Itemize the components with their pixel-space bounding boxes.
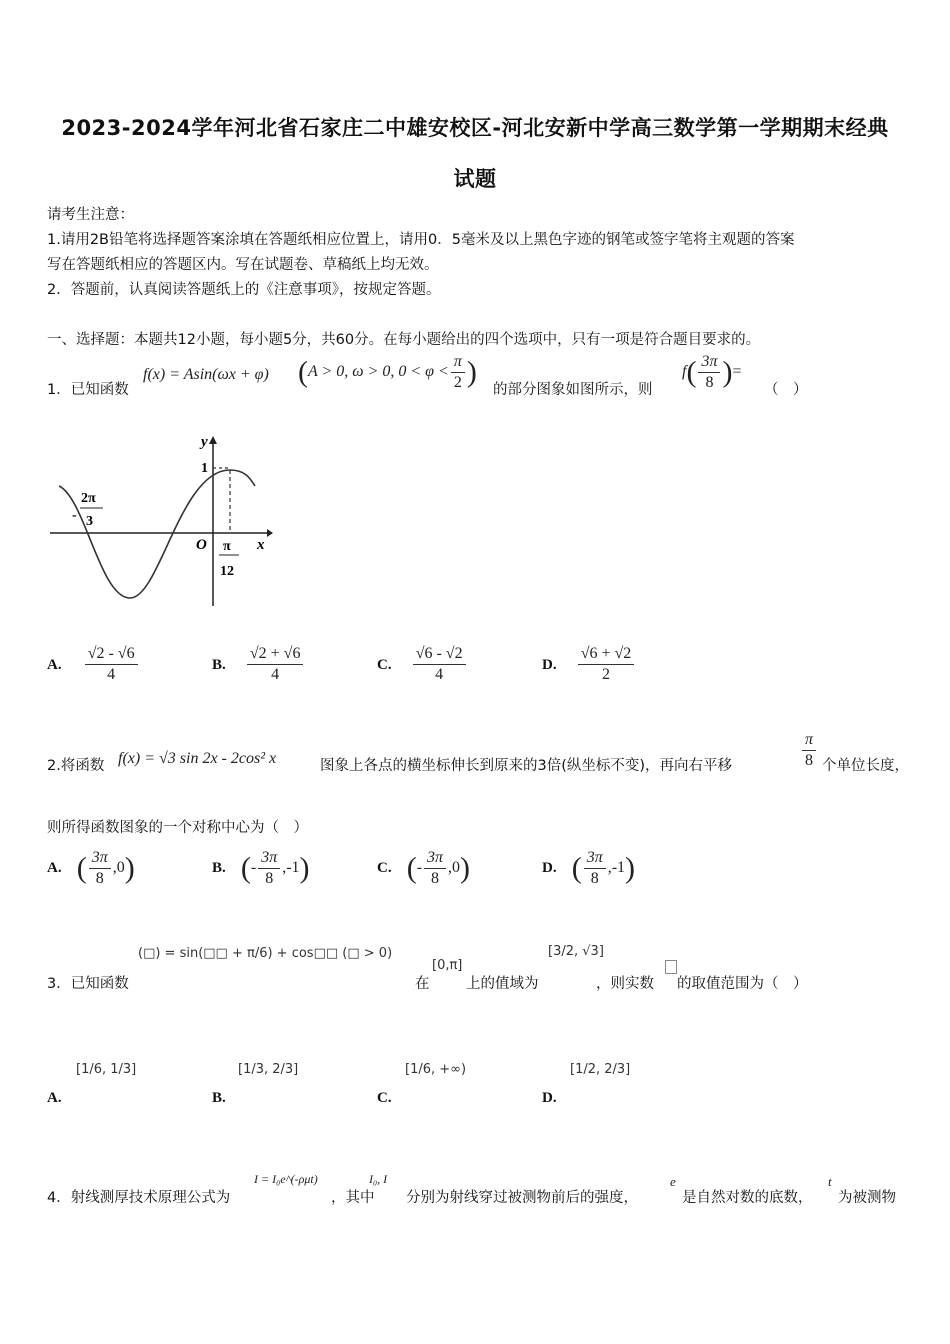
- page-title: 2023-2024学年河北省石家庄二中雄安校区-河北安新中学高三数学第一学期期末经典: [61, 116, 889, 140]
- q2-shift-num: π: [802, 730, 816, 751]
- q3-omega-placeholder: [665, 960, 677, 974]
- origin-label: O: [196, 537, 207, 553]
- q2-middle: 图象上各点的横坐标伸长到原来的3倍(纵坐标不变)，再向右平移: [320, 758, 733, 774]
- q2-option-b-post: ,-1: [282, 859, 300, 877]
- notice-item1-line2: 写在答题纸相应的答题区内。写在试题卷、草稿纸上均无效。: [47, 257, 439, 273]
- q4-middle3: 是自然对数的底数，: [682, 1190, 813, 1206]
- q3-option-b[interactable]: B.: [212, 1090, 226, 1106]
- q4-middle2: 分别为射线穿过被测物前后的强度，: [406, 1190, 638, 1206]
- q2-option-b-den: 8: [265, 870, 274, 887]
- q4-prefix: 4．射线测厚技术原理公式为: [47, 1190, 231, 1206]
- q2-option-a[interactable]: A. ( $\frac{3\pi}{8}$ ,0): [47, 849, 135, 887]
- q1-condition-text: A > 0, ω > 0, 0 < φ <: [308, 363, 449, 381]
- q2-option-d-post: ,-1: [607, 859, 626, 877]
- q2-option-d-label: D.: [542, 860, 557, 877]
- q2-option-c-label: C.: [377, 860, 392, 877]
- q1-option-b-label: B.: [212, 657, 226, 673]
- q3-option-b-value: [1/3, 2/3]: [238, 1062, 299, 1077]
- q2-option-a-num: 3π: [89, 848, 111, 869]
- x-label: x: [257, 537, 265, 553]
- q2-line2: 则所得函数图象的一个对称中心为（ ）: [47, 820, 308, 836]
- q1-f: f: [682, 363, 687, 381]
- q1-option-b-den: 4: [271, 666, 280, 683]
- q1-formula: f(x) = Asin(ωx + φ): [143, 366, 269, 383]
- q2-option-c-num: 3π: [424, 848, 446, 869]
- q2-suffix: 个单位长度，: [822, 758, 909, 774]
- q1-cond-num: π: [451, 352, 465, 373]
- q3-prefix: 3．已知函数: [47, 976, 129, 992]
- q1-option-b-num: √2 + √6: [247, 644, 304, 665]
- y-one-label: 1: [201, 461, 208, 476]
- q2-option-c-den: 8: [431, 870, 440, 887]
- q1-option-c-den: 4: [435, 666, 444, 683]
- q4-t: t: [828, 1174, 832, 1189]
- q2-option-c-pre: -: [416, 859, 423, 877]
- q1-middle: 的部分图象如图所示，则: [493, 382, 653, 398]
- q2-shift-den: 8: [805, 752, 813, 769]
- q2-option-b[interactable]: B. (- $\frac{3\pi}{8}$ ,-1): [212, 849, 310, 887]
- notice-item1-line1: 1.请用2B铅笔将选择题答案涂填在答题纸相应位置上，请用0．5毫米及以上黑色字迹的钢笔或签字笔将主观题的答案: [47, 232, 795, 248]
- neg-den: 3: [86, 514, 93, 529]
- q1-option-a[interactable]: [47, 644, 140, 685]
- q4-suffix: 为被测物: [838, 1190, 896, 1206]
- q1-prefix: 1．已知函数: [47, 382, 129, 398]
- q1-option-a-den: 4: [107, 666, 116, 683]
- q1-option-b[interactable]: [212, 644, 305, 685]
- notice-item2: 2．答题前，认真阅读答题纸上的《注意事项》，按规定答题。: [47, 282, 441, 298]
- neg-sign: -: [72, 508, 77, 523]
- q1-option-c[interactable]: [377, 644, 468, 685]
- q1-suffix: （ ）: [764, 382, 808, 398]
- q3-middle: 上的值域为: [466, 976, 539, 992]
- x-axis-arrow-icon: [267, 529, 273, 537]
- q1-option-d-den: 2: [601, 666, 610, 683]
- q2-option-b-label: B.: [212, 860, 226, 877]
- q1-eq: =: [732, 363, 742, 381]
- q1-option-c-label: C.: [377, 657, 392, 673]
- q3-formula: (□) = sin(□□ + π/6) + cos□□ (□ > 0): [138, 946, 393, 961]
- q2-prefix: 2.将函数: [47, 758, 105, 774]
- notice-heading: 请考生注意：: [47, 207, 134, 223]
- q2-option-b-num: 3π: [258, 848, 280, 869]
- q1-arg-den: 8: [705, 374, 714, 391]
- q2-option-d[interactable]: D. ( $\frac{3\pi}{8}$ ,-1): [542, 849, 636, 887]
- q2-shift: [800, 730, 818, 771]
- q1-query: f( $\frac{3\pi}{8}$ )=: [682, 353, 742, 391]
- q3-option-a[interactable]: A.: [47, 1090, 62, 1106]
- q1-option-a-num: √2 - √6: [85, 644, 138, 665]
- q1-graph: [45, 428, 285, 613]
- q4-middle: ，其中: [331, 1190, 375, 1206]
- q3-option-d-value: [1/2, 2/3]: [570, 1062, 631, 1077]
- q1-option-d[interactable]: [542, 644, 636, 685]
- section-heading: 一、选择题：本题共12小题，每小题5分，共60分。在每小题给出的四个选项中，只有一项是符合题目要求的。: [47, 332, 761, 348]
- q1-option-d-label: D.: [542, 657, 557, 673]
- q2-option-c-post: ,0: [448, 859, 461, 877]
- q2-formula: f(x) = √3 sin 2x - 2cos² x: [118, 750, 277, 767]
- pos-den: 12: [220, 564, 234, 579]
- q4-vars: I₀, I: [369, 1172, 388, 1186]
- q2-option-d-num: 3π: [584, 848, 606, 869]
- y-label: y: [201, 434, 208, 450]
- neg-num: 2π: [81, 491, 96, 506]
- q1-condition: (A > 0, ω > 0, 0 < φ < $\frac{\pi}{2}$ ): [298, 353, 477, 391]
- q1-cond-den: 2: [453, 374, 462, 391]
- q3-suffix: 的取值范围为（ ）: [677, 976, 808, 992]
- q3-option-a-value: [1/6, 1/3]: [76, 1062, 137, 1077]
- pos-num: π: [223, 539, 231, 554]
- q3-middle2: ，则实数: [596, 976, 654, 992]
- q2-option-d-den: 8: [590, 870, 599, 887]
- q3-option-d[interactable]: D.: [542, 1090, 557, 1106]
- q2-option-b-pre: -: [250, 859, 257, 877]
- y-axis-arrow-icon: [209, 436, 217, 444]
- q1-arg-num: 3π: [698, 352, 720, 373]
- q3-range: [3/2, √3]: [548, 944, 604, 959]
- q2-option-a-den: 8: [95, 870, 104, 887]
- q1-option-c-num: √6 - √2: [413, 644, 466, 665]
- page-title-line2: 试题: [453, 167, 497, 191]
- q4-e: e: [670, 1174, 676, 1189]
- q3-option-c[interactable]: C.: [377, 1090, 392, 1106]
- q2-option-a-label: A.: [47, 860, 62, 877]
- q4-formula: I = I₀e^(-ρμt): [254, 1172, 318, 1186]
- q3-interval: [0,π]: [432, 958, 463, 973]
- q2-option-c[interactable]: C. (- $\frac{3\pi}{8}$ ,0): [377, 849, 471, 887]
- q2-option-a-post: ,0: [112, 859, 125, 877]
- q3-option-c-value: [1/6, +∞): [405, 1062, 467, 1077]
- q1-option-a-label: A.: [47, 657, 62, 673]
- q3-in: 在: [415, 976, 430, 992]
- q1-option-d-num: √6 + √2: [578, 644, 635, 665]
